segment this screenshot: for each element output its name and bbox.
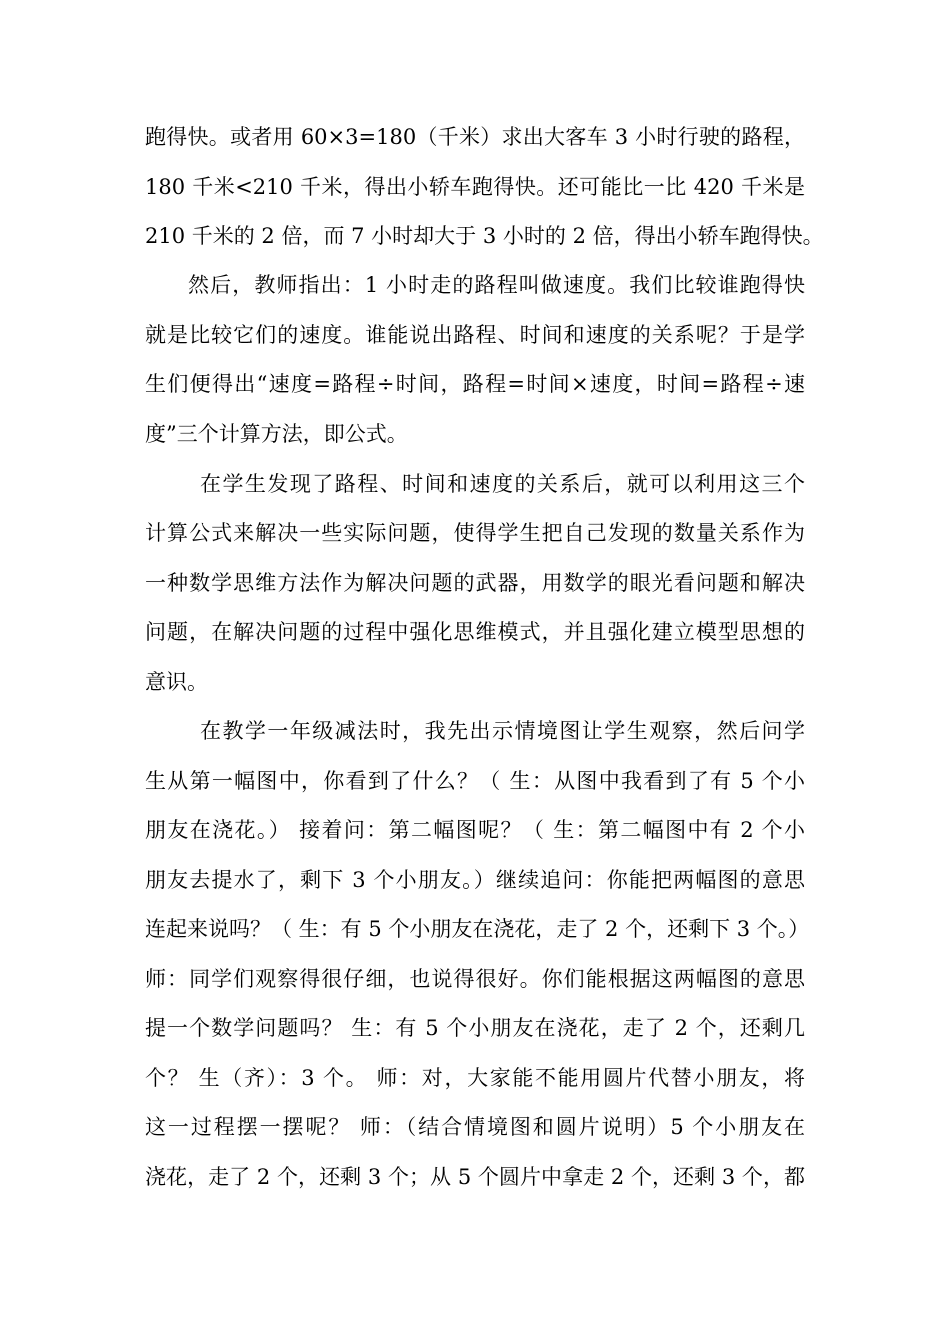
text-line: 意识。 xyxy=(145,670,208,694)
text-line: 在教学一年级减法时，我先出示情境图让学生观察，然后问学 xyxy=(200,719,805,743)
text-line: 180 千米<210 千米，得出小轿车跑得快。还可能比一比 420 千米是 xyxy=(145,175,805,199)
text-line: 朋友去提水了，剩下 3 个小朋友。）继续追问：你能把两幅图的意思 xyxy=(145,868,805,892)
text-line: 就是比较它们的速度。谁能说出路程、时间和速度的关系呢？于是学 xyxy=(145,323,805,347)
text-line: 浇花，走了 2 个，还剩 3 个；从 5 个圆片中拿走 2 个，还剩 3 个，都 xyxy=(145,1165,805,1189)
text-line: 连起来说吗？（ 生：有 5 个小朋友在浇花，走了 2 个，还剩下 3 个。） xyxy=(145,917,810,941)
text-line: 然后，教师指出：1 小时走的路程叫做速度。我们比较谁跑得快 xyxy=(188,273,805,297)
text-line: 个？ 生（齐）：3 个。 师：对，大家能不能用圆片代替小朋友，将 xyxy=(145,1066,805,1090)
text-line: 跑得快。或者用 60×3=180（千米）求出大客车 3 小时行驶的路程， xyxy=(145,125,805,149)
text-line: 210 千米的 2 倍，而 7 小时却大于 3 小时的 2 倍，得出小轿车跑得快。 xyxy=(145,224,824,248)
text-line: 一种数学思维方法作为解决问题的武器，用数学的眼光看问题和解决 xyxy=(145,571,805,595)
text-line: 生从第一幅图中，你看到了什么？（ 生：从图中我看到了有 5 个小 xyxy=(145,769,805,793)
text-line: 在学生发现了路程、时间和速度的关系后，就可以利用这三个 xyxy=(200,472,805,496)
text-line: 度”三个计算方法，即公式。 xyxy=(145,422,408,446)
text-line: 问题，在解决问题的过程中强化思维模式，并且强化建立模型思想的 xyxy=(145,620,805,644)
text-line: 朋友在浇花。） 接着问：第二幅图呢？（ 生：第二幅图中有 2 个小 xyxy=(145,818,805,842)
text-line: 师：同学们观察得很仔细，也说得很好。你们能根据这两幅图的意思 xyxy=(145,967,805,991)
text-line: 这一过程摆一摆呢？ 师：（结合情境图和圆片说明）5 个小朋友在 xyxy=(145,1115,805,1139)
text-line: 生们便得出“速度=路程÷时间，路程=时间×速度，时间=路程÷速 xyxy=(145,372,805,396)
text-line: 计算公式来解决一些实际问题，使得学生把自己发现的数量关系作为 xyxy=(145,521,805,545)
text-line: 提一个数学问题吗？ 生：有 5 个小朋友在浇花，走了 2 个，还剩几 xyxy=(145,1016,805,1040)
